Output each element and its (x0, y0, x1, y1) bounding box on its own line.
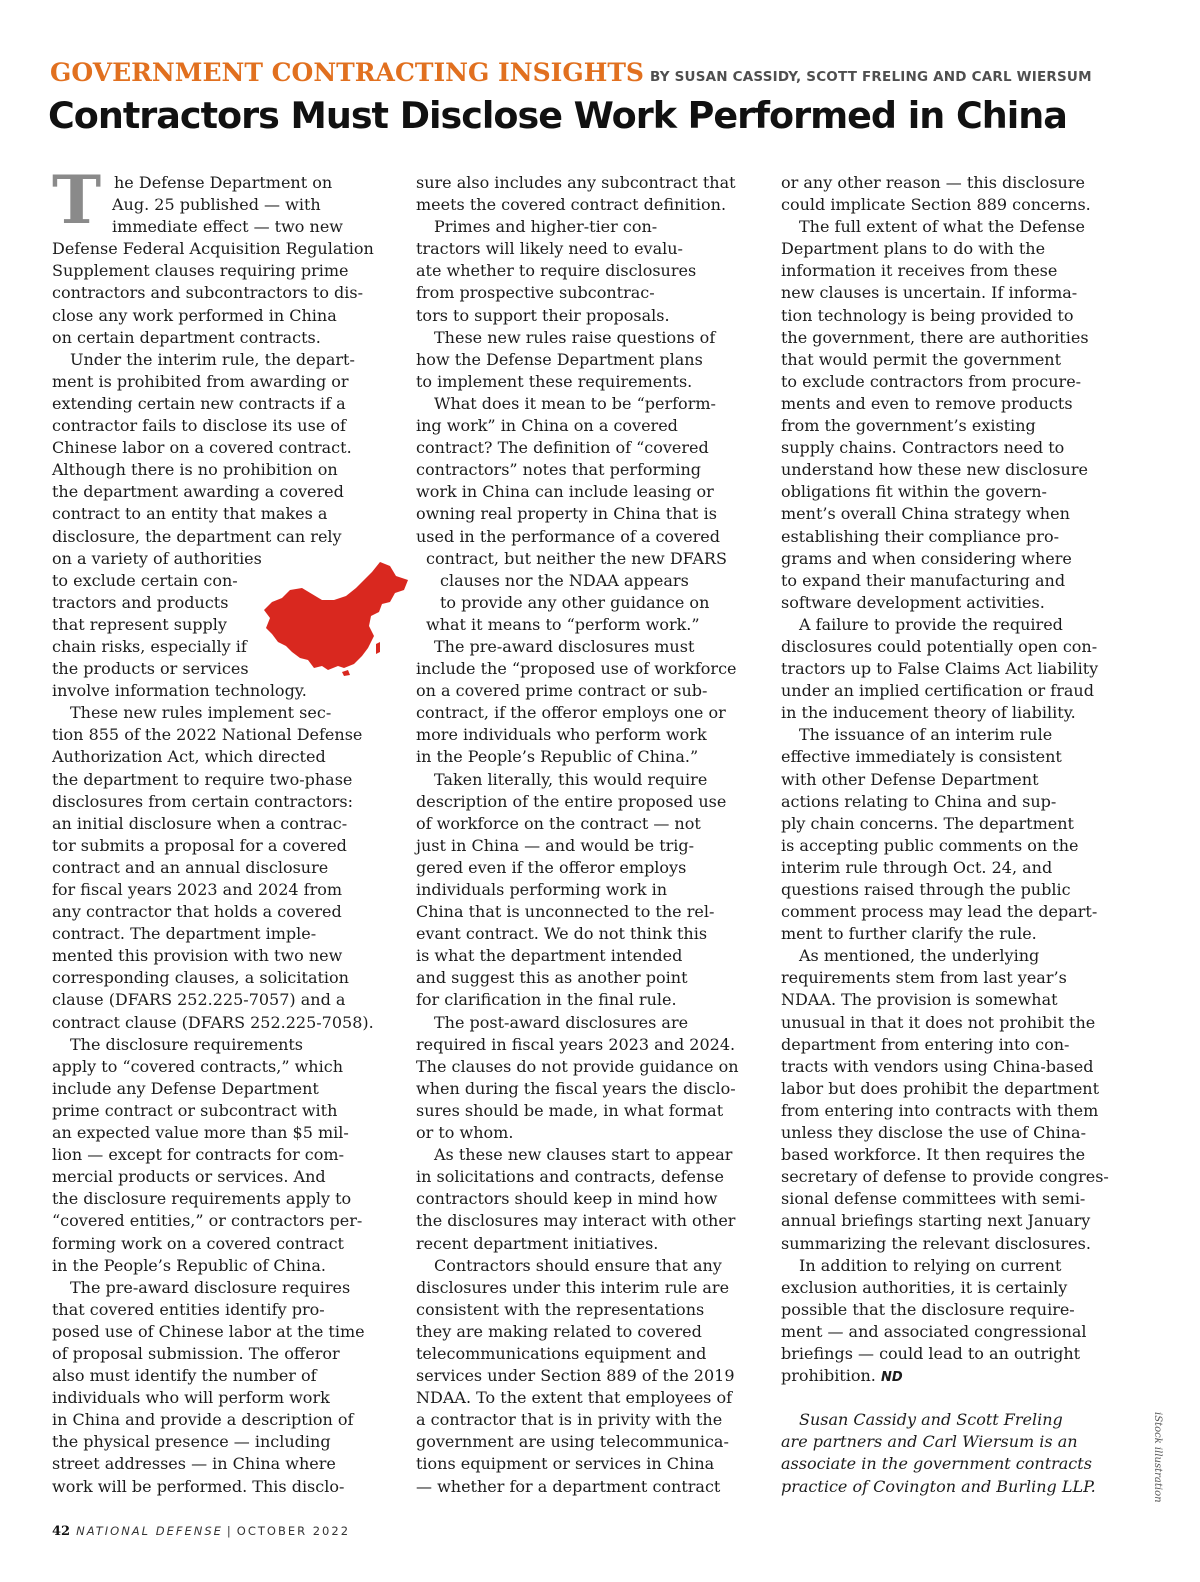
text-line: ment — and associated congressional (781, 1321, 1087, 1341)
text-line: forming work on a covered contract (52, 1233, 344, 1253)
text-line: prime contract or subcontract with (52, 1100, 338, 1120)
text-line: evant contract. We do not think this (416, 924, 708, 944)
text-line: work will be performed. This disclo- (52, 1476, 345, 1496)
text-line: ply chain concerns. The department (781, 813, 1074, 833)
text-line: or to whom. (416, 1123, 514, 1143)
text-line: tors to support their proposals. (416, 305, 670, 325)
text-line: disclosure, the department can rely (52, 526, 342, 546)
text-line: contract to an entity that makes a (52, 504, 328, 524)
text-line: recent department initiatives. (416, 1233, 659, 1253)
text-line: Defense Federal Acquisition Regulation (52, 239, 374, 259)
text-line: from entering into contracts with them (781, 1100, 1099, 1120)
article-column-2 (416, 172, 754, 1498)
text-line: tion 855 of the 2022 National Defense (52, 725, 363, 745)
text-line: tor submits a proposal for a covered (52, 835, 347, 855)
text-line: also must identify the number of (52, 1366, 317, 1386)
text-line: summarizing the relevant disclosures. (781, 1233, 1091, 1253)
text-line: ment to further clarify the rule. (781, 924, 1037, 944)
author-bio-line: are partners and Carl Wiersum is an (781, 1432, 1078, 1452)
text-line: ate whether to require disclosures (416, 261, 697, 281)
author-bio-line: associate in the government contracts (781, 1454, 1092, 1474)
text-line: supply chains. Contractors need to (781, 438, 1065, 458)
text-line: that covered entities identify pro- (52, 1299, 325, 1319)
text-line: “covered entities,” or contractors per- (52, 1211, 363, 1231)
text-line: any contractor that holds a covered (52, 902, 342, 922)
text-line: In addition to relying on current (799, 1255, 1062, 1275)
text-line: tracts with vendors using China-based (781, 1056, 1094, 1076)
text-line: department from entering into con- (781, 1034, 1070, 1054)
text-line: annual briefings starting next January (781, 1211, 1091, 1231)
last-text-line (781, 1365, 1121, 1387)
text-line: apply to “covered contracts,” which (52, 1056, 343, 1076)
text-line: — whether for a department contract (416, 1476, 721, 1496)
text-line: he Defense Department on (114, 173, 333, 192)
text-line: is accepting public comments on the (781, 835, 1079, 855)
text-line: Aug. 25 published — with (112, 195, 321, 215)
text-line: government are using telecommunica- (416, 1432, 729, 1452)
text-line: requirements stem from last year’s (781, 968, 1067, 988)
text-line: based workforce. It then requires the (781, 1145, 1086, 1165)
text-line: extending certain new contracts if a (52, 393, 346, 413)
text-line: Although there is no prohibition on (52, 460, 338, 480)
text-line: contractors” notes that performing (416, 460, 701, 480)
text-line: briefings — could lead to an outright (781, 1343, 1081, 1363)
text-line: that represent supply (52, 614, 227, 634)
text-line: gered even if the offeror employs (416, 857, 687, 877)
text-line: on a covered prime contract or sub- (416, 681, 708, 701)
text-line: The post-award disclosures are (434, 1012, 689, 1032)
text-line: China that is unconnected to the rel- (416, 902, 715, 922)
text-line: grams and when considering where (781, 548, 1072, 568)
text-line: contractors should keep in mind how (416, 1189, 718, 1209)
hainan-island-shape (342, 670, 350, 676)
text-line: NDAA. The provision is somewhat (781, 990, 1058, 1010)
text-line: tractors and products (52, 592, 229, 612)
text-line: include any Defense Department (52, 1078, 319, 1098)
text-line: tractors up to False Claims Act liability (781, 659, 1099, 679)
text-line: disclosures under this interim rule are (416, 1277, 730, 1297)
text-line: street addresses — in China where (52, 1454, 336, 1474)
issue-date: OCTOBER 2022 (236, 1524, 351, 1538)
text-line: The disclosure requirements (70, 1034, 304, 1054)
text-line: obligations fit within the govern- (781, 482, 1047, 502)
text-line: new clauses is uncertain. If informa- (781, 283, 1078, 303)
text-line: establishing their compliance pro- (781, 526, 1059, 546)
text-line: individuals who will perform work (52, 1388, 330, 1408)
text-line: involve information technology. (52, 681, 307, 701)
text-line: tractors will likely need to evalu- (416, 239, 683, 259)
kicker-line (50, 58, 1092, 87)
text-line: actions relating to China and sup- (781, 791, 1057, 811)
text-line: an initial disclosure when a contrac- (52, 813, 348, 833)
text-line: tion technology is being provided to (781, 305, 1074, 325)
text-line: contract clause (DFARS 252.225-7058). (52, 1012, 374, 1032)
text-line: sures should be made, in what format (416, 1100, 724, 1120)
text-line: that would permit the government (781, 349, 1062, 369)
text-line: consistent with the representations (416, 1299, 705, 1319)
text-line: could implicate Section 889 concerns. (781, 195, 1091, 215)
text-line: from prospective subcontrac- (416, 283, 655, 303)
text-line: required in fiscal years 2023 and 2024. (416, 1034, 736, 1054)
text-line: include the “proposed use of workforce (416, 659, 737, 679)
text-line: A failure to provide the required (799, 614, 1063, 634)
text-line: for clarification in the final rule. (416, 990, 677, 1010)
text-line: disclosures from certain contractors: (52, 791, 354, 811)
text-line: clause (DFARS 252.225-7057) and a (52, 990, 346, 1010)
text-line: the department to require two-phase (52, 769, 353, 789)
text-line: with other Defense Department (781, 769, 1039, 789)
text-line: description of the entire proposed use (416, 791, 727, 811)
text-line: or any other reason — this disclosure (781, 173, 1085, 192)
text-line: ment is prohibited from awarding or (52, 371, 349, 391)
text-line: ment’s overall China strategy when (781, 504, 1070, 524)
author-bio-line: Susan Cassidy and Scott Freling (799, 1410, 1063, 1430)
text-line: to expand their manufacturing and (781, 570, 1066, 590)
text-line: understand how these new disclosure (781, 460, 1088, 480)
text-line: possible that the disclosure require- (781, 1299, 1075, 1319)
text-line: what it means to “perform work.” (426, 614, 700, 634)
china-map-illustration (262, 560, 412, 676)
text-line: to exclude certain con- (52, 570, 238, 590)
text-line: contract, if the offeror employs one or (416, 703, 726, 723)
text-line: telecommunications equipment and (416, 1343, 707, 1363)
text-line: contract. The department imple- (52, 924, 317, 944)
text-line: the disclosures may interact with other (416, 1211, 736, 1231)
publication-name: NATIONAL DEFENSE (76, 1524, 223, 1538)
text-line: how the Defense Department plans (416, 349, 703, 369)
section-label: GOVERNMENT CONTRACTING INSIGHTS (50, 58, 644, 87)
text-line: work in China can include leasing or (416, 482, 714, 502)
text-line: a contractor that is in privity with the (416, 1410, 723, 1430)
text-line: more individuals who perform work (416, 725, 707, 745)
text-line: is what the department intended (416, 946, 683, 966)
text-line: the government, there are authorities (781, 327, 1089, 347)
text-line: under an implied certification or fraud (781, 681, 1094, 701)
text-line: contractor fails to disclose its use of (52, 416, 346, 436)
byline: BY SUSAN CASSIDY, SCOTT FRELING AND CARL WIERSUM (649, 69, 1092, 85)
text-line: of proposal submission. The offeror (52, 1343, 340, 1363)
text-line: Primes and higher-tier con- (434, 217, 658, 237)
text-line: labor but does prohibit the department (781, 1078, 1100, 1098)
text-line: Authorization Act, which directed (52, 747, 326, 767)
text-line: when during the fiscal years the disclo- (416, 1078, 736, 1098)
text-line: mercial products or services. And (52, 1167, 326, 1187)
text-line: questions raised through the public (781, 880, 1071, 899)
text-line: Taken literally, this would require (434, 769, 708, 789)
author-bio-line: practice of Covington and Burling LLP. (781, 1476, 1096, 1496)
text-line: The full extent of what the Defense (799, 217, 1085, 237)
text-line: unusual in that it does not prohibit the (781, 1012, 1096, 1032)
text-line: from the government’s existing (781, 416, 1036, 436)
article-column-1 (52, 172, 390, 1498)
text-line: sional defense committees with semi- (781, 1189, 1086, 1209)
text-line: disclosures could potentially open con- (781, 636, 1098, 656)
text-line: NDAA. To the extent that employees of (416, 1388, 733, 1408)
text-line: contractors and subcontractors to dis- (52, 283, 364, 303)
text-line: The pre-award disclosure requires (70, 1277, 351, 1297)
bio-spacer (781, 1387, 1121, 1409)
text-line: information it receives from these (781, 261, 1058, 281)
page-footer (52, 1524, 350, 1539)
text-line: the physical presence — including (52, 1432, 331, 1452)
text-line: sure also includes any subcontract that (416, 173, 736, 192)
text-line: and suggest this as another point (416, 968, 688, 988)
china-map-shape (264, 562, 408, 670)
text-line: the department awarding a covered (52, 482, 344, 502)
text-line: contract, but neither the new DFARS (426, 548, 727, 568)
text-line: posed use of Chinese labor at the time (52, 1321, 365, 1341)
text-line: tions equipment or services in China (416, 1454, 715, 1474)
text-line: contract and an annual disclosure (52, 857, 329, 877)
text-line: These new rules raise questions of (434, 327, 716, 347)
text-line: The issuance of an interim rule (799, 725, 1053, 745)
page-number: 42 (52, 1524, 71, 1539)
text-line: Department plans to do with the (781, 239, 1046, 259)
text-line: individuals performing work in (416, 880, 668, 899)
text-line: immediate effect — two new (112, 217, 343, 237)
text-line: The pre-award disclosures must (434, 636, 695, 656)
text-line: to provide any other guidance on (440, 592, 710, 612)
text-line: owning real property in China that is (416, 504, 717, 524)
text-line: Under the interim rule, the depart- (70, 349, 355, 369)
text-line: on certain department contracts. (52, 327, 321, 347)
text-line: The clauses do not provide guidance on (416, 1056, 739, 1076)
text-line: mented this provision with two new (52, 946, 343, 966)
text-line: to implement these requirements. (416, 371, 693, 391)
text-line: they are making related to covered (416, 1321, 702, 1341)
text-line: Supplement clauses requiring prime (52, 261, 349, 281)
headline: Contractors Must Disclose Work Performed in China (48, 94, 1067, 137)
article-column-3 (781, 172, 1121, 1498)
end-mark: ND (880, 1370, 903, 1386)
text-line: the products or services (52, 659, 249, 679)
text-line: software development activities. (781, 592, 1045, 612)
image-credit: iStock illustration (1152, 1412, 1163, 1503)
footer-separator: | (226, 1524, 233, 1538)
text-line: What does it mean to be “perform- (434, 393, 716, 413)
text-line: services under Section 889 of the 2019 (416, 1366, 735, 1386)
text-line: corresponding clauses, a solicitation (52, 968, 349, 988)
text-line: an expected value more than $5 mil- (52, 1123, 349, 1143)
text-line: effective immediately is consistent (781, 747, 1062, 767)
text-line-content: prohibition. (781, 1366, 876, 1386)
taiwan-island-shape (376, 642, 380, 654)
text-line: in China and provide a description of (52, 1410, 354, 1430)
text-line: ing work” in China on a covered (416, 416, 678, 436)
text-line: in the People’s Republic of China. (52, 1255, 326, 1275)
text-line: Chinese labor on a covered contract. (52, 438, 352, 458)
text-line: secretary of defense to provide congres- (781, 1167, 1109, 1187)
text-line: lion — except for contracts for com- (52, 1145, 344, 1165)
text-line: interim rule through Oct. 24, and (781, 857, 1053, 877)
text-line: contract? The definition of “covered (416, 438, 709, 458)
text-line: As these new clauses start to appear (434, 1145, 733, 1165)
text-line: for fiscal years 2023 and 2024 from (52, 880, 343, 899)
drop-cap: T (52, 161, 102, 239)
text-line: close any work performed in China (52, 305, 337, 325)
text-line: in the People’s Republic of China.” (416, 747, 699, 767)
text-line: These new rules implement sec- (70, 703, 332, 723)
text-line: ments and even to remove products (781, 393, 1073, 413)
text-line: in the inducement theory of liability. (781, 703, 1076, 723)
text-line: used in the performance of a covered (416, 526, 720, 546)
text-line: on a variety of authorities (52, 548, 262, 568)
text-line: As mentioned, the underlying (799, 946, 1040, 966)
text-line: to exclude contractors from procure- (781, 371, 1082, 391)
text-line: chain risks, especially if (52, 636, 247, 656)
text-line: comment process may lead the depart- (781, 902, 1098, 922)
text-line: just in China — and would be trig- (416, 835, 695, 855)
text-line: exclusion authorities, it is certainly (781, 1277, 1068, 1297)
text-line: meets the covered contract definition. (416, 195, 727, 215)
text-line: clauses nor the NDAA appears (440, 570, 689, 590)
text-line: of workforce on the contract — not (416, 813, 701, 833)
text-line: Contractors should ensure that any (434, 1255, 722, 1275)
text-line: in solicitations and contracts, defense (416, 1167, 724, 1187)
text-line: unless they disclose the use of China- (781, 1123, 1086, 1143)
text-line: the disclosure requirements apply to (52, 1189, 352, 1209)
